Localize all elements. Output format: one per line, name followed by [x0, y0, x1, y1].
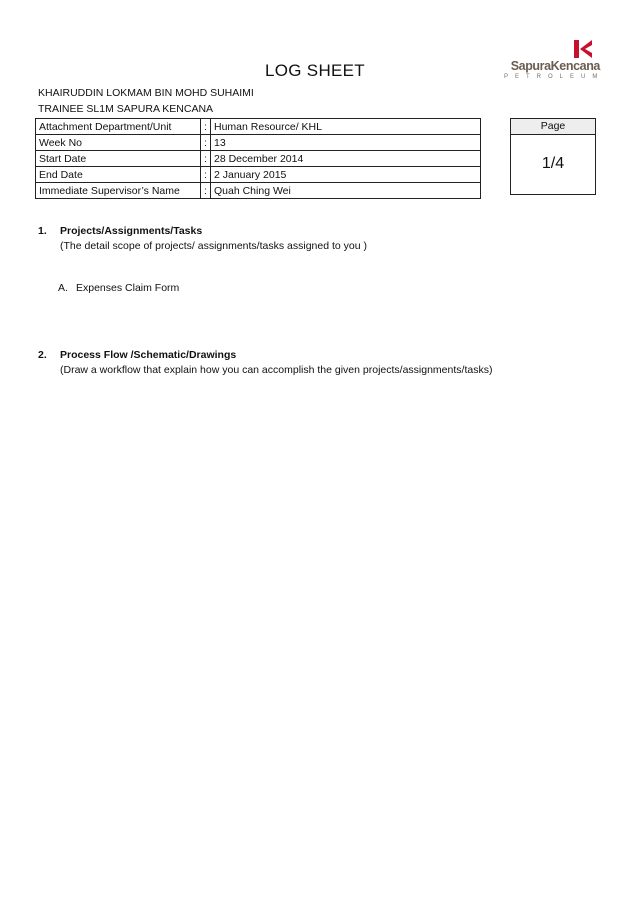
table-row [36, 183, 481, 199]
row-separator: : [201, 135, 211, 151]
table-row [36, 135, 481, 151]
section-heading-projects [38, 225, 202, 237]
table-row [36, 119, 481, 135]
item-letter: A. [58, 282, 68, 294]
row-value: 28 December 2014 [211, 151, 481, 167]
table-row [36, 151, 481, 167]
row-separator: : [201, 183, 211, 199]
section-title: Process Flow /Schematic/Drawings [60, 349, 237, 361]
logo-brand-text: SapuraKencana [510, 59, 600, 73]
section-title: Projects/Assignments/Tasks [60, 225, 203, 237]
page-number-box [510, 118, 596, 195]
row-label: End Date [36, 167, 201, 183]
section-description: (The detail scope of projects/ assignments/tasks assigned to you ) [60, 240, 367, 252]
row-value: Quah Ching Wei [211, 183, 481, 199]
section-number: 1. [38, 225, 47, 237]
row-separator: : [201, 119, 211, 135]
trainee-role: TRAINEE SL1M SAPURA KENCANA [38, 103, 214, 115]
row-value: 13 [211, 135, 481, 151]
row-separator: : [201, 167, 211, 183]
row-label: Start Date [36, 151, 201, 167]
list-item [58, 282, 179, 294]
row-label: Immediate Supervisor’s Name [36, 183, 201, 199]
row-label: Week No [36, 135, 201, 151]
company-logo [500, 38, 605, 80]
logo-sub-text: PETROLEUM [504, 74, 605, 80]
sapura-kencana-logo-icon [572, 38, 594, 60]
section-description: (Draw a workflow that explain how you can accomplish the given projects/assignments/tasks) [60, 364, 493, 376]
page-number: 1/4 [541, 155, 565, 172]
attachment-info-table [35, 118, 481, 199]
row-separator: : [201, 151, 211, 167]
page-title: LOG SHEET [264, 61, 365, 80]
row-value: Human Resource/ KHL [211, 119, 481, 135]
section-number: 2. [38, 349, 47, 361]
table-row [36, 167, 481, 183]
section-heading-process-flow [38, 349, 236, 361]
item-text: Expenses Claim Form [76, 282, 180, 294]
page-label: Page [511, 119, 595, 135]
row-label: Attachment Department/Unit [36, 119, 201, 135]
trainee-name: KHAIRUDDIN LOKMAM BIN MOHD SUHAIMI [38, 87, 254, 99]
row-value: 2 January 2015 [211, 167, 481, 183]
